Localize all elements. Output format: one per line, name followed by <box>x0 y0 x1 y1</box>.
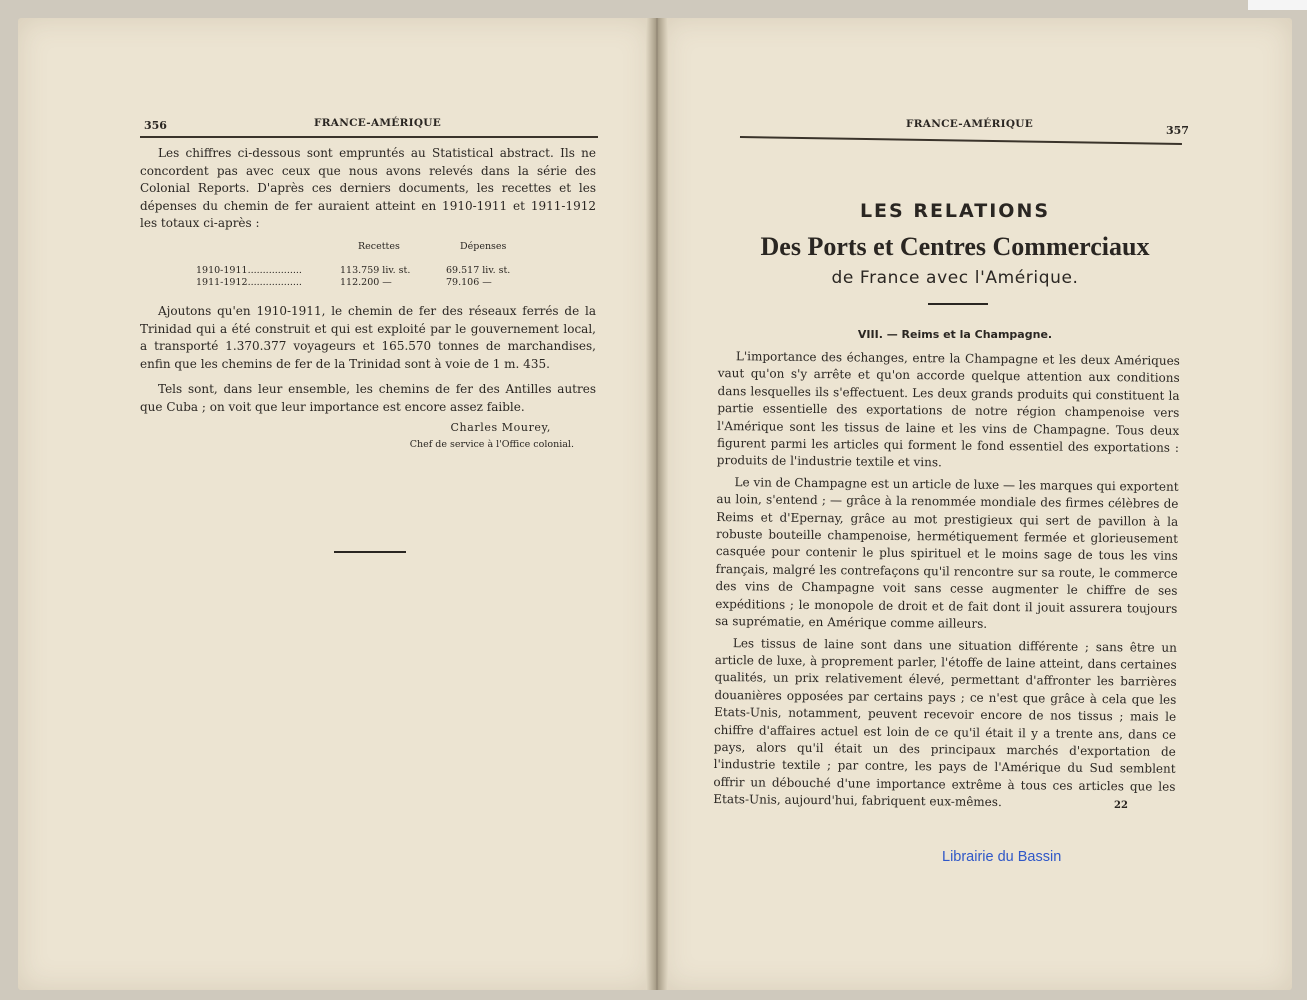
title-ornament-rule <box>928 303 988 305</box>
left-header-rule <box>140 136 598 138</box>
right-paragraph: Le vin de Champagne est un article de luxe — les marques qui exportent au loin, s'entend ; — grâce à la renommée mondiale des firmes célèbres de Reims et d'Epernay, grâce au mot prestigieux qui sert de pavillon à la robuste bouteille champenoise, hermétiquement fermée et glorieusement casquée pour contenir le plus spirituel et le moins sage de tous les vins français, malgré les contrefaçons qu'il rencontre sur sa route, le commerce des vins de Champagne voit sans cesse augmenter le chiffre de ses expéditions ; le monopole de droit et de fait dont il jouit assurera toujours sa suprématie, en Amérique comme ailleurs. <box>715 475 1179 631</box>
table-header-cell <box>140 241 340 253</box>
left-paragraph: Ajoutons qu'en 1910-1911, le chemin de fer des réseaux ferrés de la Trinidad qui a été construit et qui est exploité par le gouvernement local, a transporté 1.370.377 voyageurs et 165.570 tonnes de marchandises, enfin que les chemins de fer de la Trinidad sont à voie de 1 m. 435. <box>140 303 596 371</box>
left-paragraph: Les chiffres ci-dessous sont empruntés au Statistical abstract. Ils ne concordent pas avec ceux que nous avons relevés dans la série des Colonial Reports. D'après ces derniers documents, les recettes et les dépenses du chemin de fer auraient atteint en 1910-1911 et 1911-1912 les totaux ci-après : <box>140 146 596 231</box>
left-body <box>140 145 596 454</box>
section-heading: VIII. — Reims et la Champagne. <box>857 328 1053 341</box>
right-paragraph: L'importance des échanges, entre la Champagne et les deux Amériques vaut qu'on s'y arrête et qu'on accorde quelque attention aux conditions dans lesquelles ils s'effectuent. Les deux grands produits qui constituent la partie essentielle des exportations de notre région champenoise vers l'Amérique sont les tissus de laine et les vins de Champagne. Tous deux figurent parmi les articles qui forment le fond essentiel des exportations : produits de l'industrie textile et vins. <box>716 349 1180 470</box>
table-cell: 113.759 liv. st. <box>340 264 411 276</box>
signature-name: Charles Mourey, <box>450 420 551 434</box>
left-page-number: 356 <box>144 119 167 132</box>
right-page-number: 357 <box>1166 124 1189 137</box>
article-title-line-2: Des Ports et Centres Commerciaux <box>760 232 1150 261</box>
table-cell: 1910-1911.................. <box>196 264 302 276</box>
end-ornament-rule <box>334 551 406 553</box>
revenue-table <box>140 241 596 289</box>
table-cell: 79.106 — <box>446 276 492 288</box>
signature-role: Chef de service à l'Office colonial. <box>409 439 574 451</box>
book-gutter <box>646 18 668 990</box>
table-row <box>140 265 596 277</box>
left-paragraph: Tels sont, dans leur ensemble, les chemins de fer des Antilles autres que Cuba ; on voit que leur importance est encore assez faible. <box>140 382 596 414</box>
article-title-line-1: LES RELATIONS <box>859 200 1051 222</box>
table-cell: 1911-1912.................. <box>196 276 302 288</box>
bookseller-watermark: Librairie du Bassin <box>942 849 1062 865</box>
signature-mark: 22 <box>1114 800 1128 811</box>
table-cell: 69.517 liv. st. <box>446 264 511 276</box>
right-body <box>713 348 1180 817</box>
table-header-row <box>140 241 596 253</box>
scan-corner <box>1248 0 1307 10</box>
right-paragraph: Les tissus de laine sont dans une situation différente ; sans être un article de luxe, à proprement parler, l'étoffe de laine atteint, dans certaines qualités, un prix relativement élevé, permettant d'affronter les barrières douanières opposées par certains pays ; ce n'est que grâce à cela que les Etats-Unis, notamment, peuvent recevoir encore de nos tissus ; mais le chiffre d'affaires actuel est loin de ce qu'il était il y a trente ans, dans ce pays, alors qu'il était un des principaux marchés d'exportation de l'industrie textile ; par contre, les pays de l'Amérique du Sud semblent offrir un débouché d'une importance extrême à tous ces articles que les Etats-Unis, aujourd'hui, fabriquent eux-mêmes. <box>713 635 1177 810</box>
table-header-cell: Recettes <box>358 240 400 252</box>
left-running-head: FRANCE-AMÉRIQUE <box>314 117 442 129</box>
article-title-line-3: de France avec l'Amérique. <box>831 268 1079 288</box>
table-row <box>140 277 596 289</box>
table-header-cell: Dépenses <box>460 240 507 252</box>
table-cell: 112.200 — <box>340 276 392 288</box>
right-running-head: FRANCE-AMÉRIQUE <box>906 118 1034 130</box>
